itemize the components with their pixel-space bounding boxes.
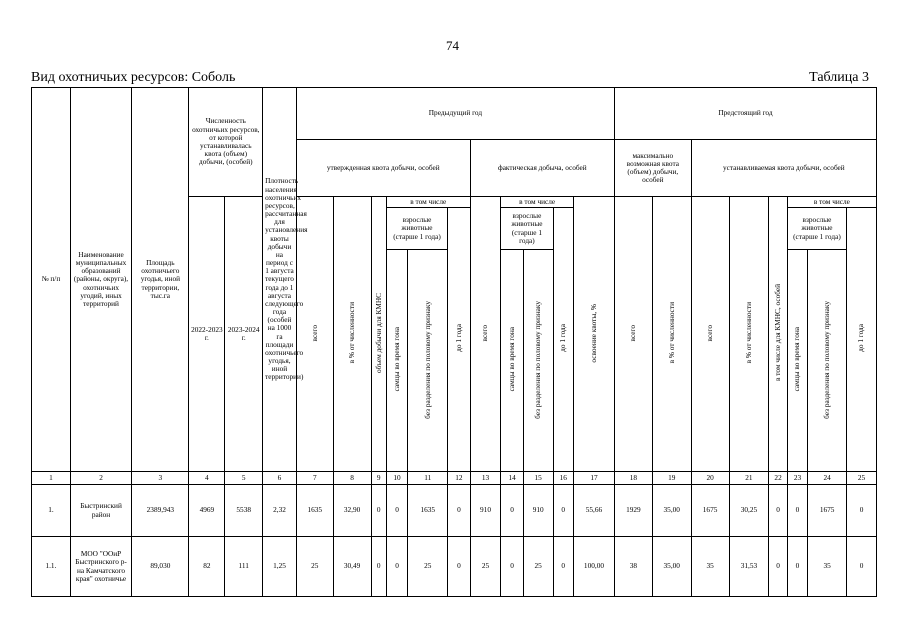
header-col-density: Плотность населения охотничьих ресурсов, рассчитанная для установления квоты добычи на период с 1 августа текущего года до 1 августа следующего года (особей на 1000 га площади охотничьего угодья, иной территории) [263,88,297,472]
header-text: всего [705,324,714,342]
document-title: Вид охотничьих ресурсов: Соболь [31,70,236,85]
table-cell: 31,53 [729,537,769,597]
table-cell: 55,66 [573,485,614,537]
column-number: 10 [386,472,407,485]
column-number: 3 [132,472,189,485]
table-cell: 0 [787,537,807,597]
header-approved-under1 [448,208,471,472]
column-number: 24 [808,472,847,485]
column-number: 25 [847,472,877,485]
header-text: в % от численности [666,302,676,364]
column-number: 21 [729,472,769,485]
column-number: 15 [523,472,553,485]
header-text: всего [480,324,490,342]
table-cell: 1,25 [263,537,297,597]
table-cell: 35,00 [652,485,691,537]
header-text: в % от численности [743,302,753,364]
table-cell: 0 [448,485,471,537]
cell-territory-name: МОО "ООиР Быстринского р-на Камчатского края" охотничье [70,537,131,597]
header-set-kmns [769,197,787,472]
header-approved-pct [333,197,371,472]
header-approved-quota: утвержденная квота добычи, особей [296,140,470,197]
header-max-pct [652,197,691,472]
header-actual-adults: взрослые животные (старше 1 года) [501,208,553,250]
header-text: самцы во время гона [391,327,401,392]
header-set-males [787,250,807,472]
table-cell: 1.1. [32,537,71,597]
column-number: 17 [573,472,614,485]
header-text: без разделения по половому признаку [422,300,432,419]
table-cell: 30,25 [729,485,769,537]
header-approved-total [296,197,333,472]
table-cell: 0 [448,537,471,597]
table-cell: 1635 [296,485,333,537]
column-number: 14 [501,472,524,485]
table-cell: 910 [523,485,553,537]
header-text: объем добычи для КМНС [373,292,383,373]
table-cell: 35 [691,537,729,597]
table-cell: 111 [225,537,263,597]
header-actual-harvest: фактическая добыча, особей [470,140,614,197]
table-cell: 25 [408,537,448,597]
header-approved-adults: взрослые животные (старше 1 года) [386,208,447,250]
table-cell: 0 [501,537,524,597]
header-actual-nosex [523,250,553,472]
column-number: 18 [614,472,652,485]
header-text: самцы во время гона [507,327,516,392]
table-cell: 5538 [225,485,263,537]
table-cell: 0 [847,537,877,597]
header-text: без разделения по половому признаку [822,300,832,419]
cell-territory-name: Быстринский район [70,485,131,537]
table-cell: 100,00 [573,537,614,597]
header-text: всего [628,324,638,342]
table-cell: 4969 [189,485,225,537]
table-cell: 35,00 [652,537,691,597]
header-max-total [614,197,652,472]
header-text: всего [309,324,319,342]
table-cell: 0 [769,485,787,537]
table-cell: 0 [501,485,524,537]
table-cell: 82 [189,537,225,597]
table-cell: 2,32 [263,485,297,537]
table-row [32,537,877,597]
header-col-name: Наименование муниципальных образований (районы, округа), охотничьих угодий, иных территорий [70,88,131,472]
table-cell: 0 [386,485,407,537]
table-cell: 1635 [408,485,448,537]
column-number: 2 [70,472,131,485]
table-cell: 0 [787,485,807,537]
table-cell: 0 [371,537,386,597]
table-cell: 35 [808,537,847,597]
table-cell: 0 [847,485,877,537]
header-next-year: Предстоящий год [614,88,876,140]
table-cell: 38 [614,537,652,597]
table-cell: 89,030 [132,537,189,597]
header-set-total [691,197,729,472]
column-number: 7 [296,472,333,485]
header-set-under1 [847,208,877,472]
header-pop-year-2: 2023-2024 г. [225,197,263,472]
header-actual-including: в том числе [501,197,574,208]
quota-table [31,87,877,597]
header-actual-total [470,197,501,472]
header-set-including: в том числе [787,197,876,208]
header-approved-kmns [371,197,386,472]
table-cell: 0 [386,537,407,597]
table-cell: 1675 [691,485,729,537]
column-number: 6 [263,472,297,485]
column-number: 16 [553,472,573,485]
column-number: 19 [652,472,691,485]
table-label: Таблица 3 [809,70,869,85]
column-number: 9 [371,472,386,485]
column-number: 22 [769,472,787,485]
table-cell: 910 [470,485,501,537]
header-set-quota: устанавливаемая квота добычи, особей [691,140,876,197]
table-cell: 0 [553,485,573,537]
table-cell: 1929 [614,485,652,537]
table-cell: 30,49 [333,537,371,597]
table-cell: 32,90 [333,485,371,537]
header-pop-year-1: 2022-2023 г. [189,197,225,472]
header-max-quota: максимально возможная квота (объем) добычи, особей [614,140,691,197]
header-text: без разделения по половому признаку [533,300,543,419]
table-cell: 0 [769,537,787,597]
header-text: в % от численности [347,302,356,364]
table-cell: 25 [296,537,333,597]
column-number: 20 [691,472,729,485]
table-cell: 1675 [808,485,847,537]
header-col-num: № п/п [32,88,71,472]
table-cell: 25 [523,537,553,597]
column-number: 8 [333,472,371,485]
table-cell: 0 [553,537,573,597]
column-number-row [32,472,877,485]
header-text: до 1 года [856,324,866,353]
column-number: 12 [448,472,471,485]
header-approved-nosex [408,250,448,472]
header-text: до 1 года [453,324,463,353]
table-row [32,485,877,537]
header-text: до 1 года [558,324,568,353]
header-row-1 [32,88,877,140]
header-text: освоение квоты, % [588,303,598,363]
header-quota-utilization [573,197,614,472]
header-approved-including: в том числе [386,197,470,208]
header-text: самцы во время гона [792,327,802,392]
table-cell: 2389,943 [132,485,189,537]
header-approved-males [386,250,407,472]
table-cell: 0 [371,485,386,537]
header-actual-under1 [553,208,573,472]
page-number: 74 [446,38,459,53]
column-number: 11 [408,472,448,485]
table-cell: 25 [470,537,501,597]
header-set-pct [729,197,769,472]
header-col-population: Численность охотничьих ресурсов, от которой устанавливалась квота (объем) добычи, (особей) [189,88,263,197]
header-text: в том числе для КМНС, особей [772,284,782,382]
header-previous-year: Предыдущий год [296,88,614,140]
table-cell: 1. [32,485,71,537]
column-number: 13 [470,472,501,485]
header-actual-males [501,250,524,472]
header-col-area: Площадь охотничьего угодья, иной территории, тыс.га [132,88,189,472]
header-set-nosex [808,250,847,472]
column-number: 5 [225,472,263,485]
column-number: 4 [189,472,225,485]
column-number: 23 [787,472,807,485]
header-set-adults: взрослые животные (старше 1 года) [787,208,846,250]
column-number: 1 [32,472,71,485]
